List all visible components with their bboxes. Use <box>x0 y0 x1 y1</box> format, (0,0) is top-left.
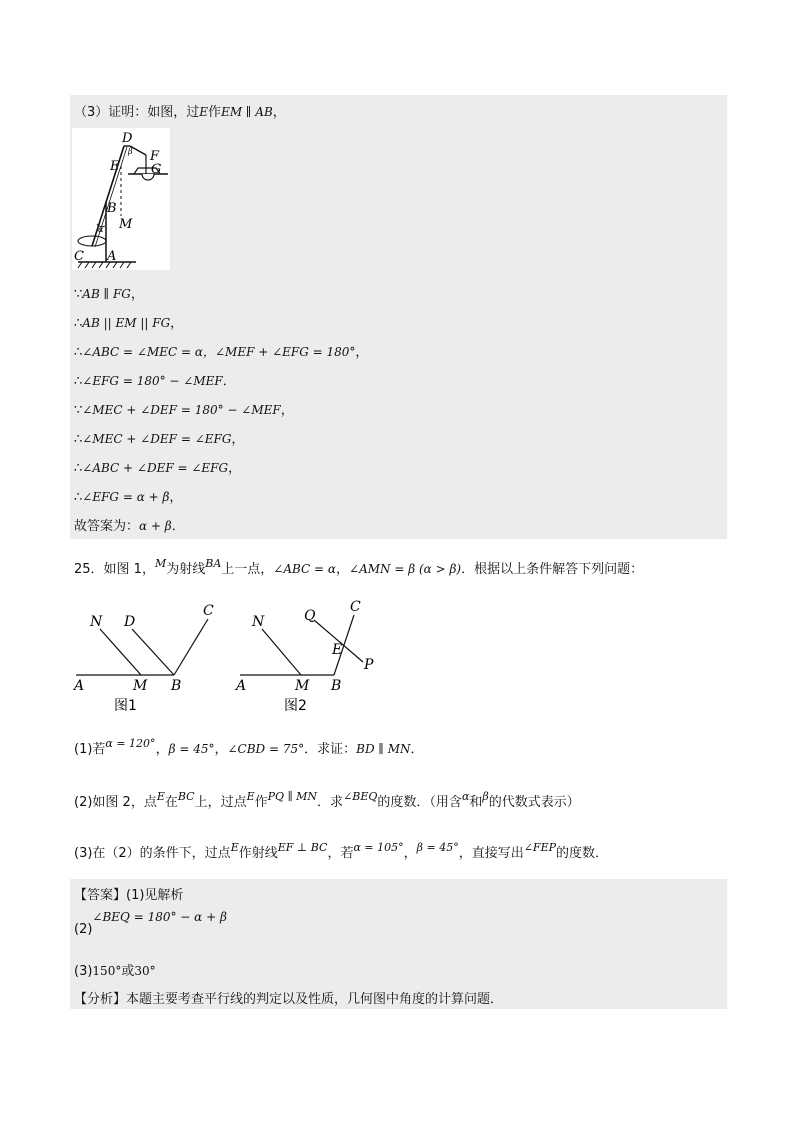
proof-line-3: ∴∠ABC = ∠MEC = α，∠MEF + ∠EFG = 180°， <box>74 345 369 360</box>
label-G: G <box>151 162 162 177</box>
proof-line-8: ∴∠EFG = α + β， <box>74 490 183 505</box>
subquestion-2: (2)如图 2，点$^E$在$^{BC}$上，过点$^E$作$^{PQ \parallel MN}$．求$^{\angle BEQ}$的度数．（用含$^\alpha$和$^\beta$的代数式表示） <box>74 790 580 810</box>
subquestion-1: (1)若$^{\alpha = 120^\circ}$，β = 45°，∠CBD = 75°．求证：BD ∥ MN． <box>74 737 424 757</box>
label-beta: β <box>128 147 133 156</box>
label-M: M <box>119 217 133 232</box>
fig2-label-B: B <box>331 678 342 694</box>
fig2-label-M: M <box>295 678 310 694</box>
proof-answer: 故答案为：α + β． <box>74 519 185 534</box>
fig1-label-B: B <box>171 678 182 694</box>
subquestion-3: (3)在（2）的条件下，过点$^E$作射线$^{EF \perp BC}$，若$^{\alpha = 105^\circ}$，$^{\beta = 45^\circ}$，直接写出$^{\angle FEP}$的度数． <box>74 841 609 861</box>
proof-line-2: ∴AB || EM || FG， <box>74 316 184 331</box>
proof-line-1: ∵AB ∥ FG， <box>74 287 144 302</box>
fig1-label-C: C <box>203 603 214 619</box>
fig2-label-E: E <box>332 642 343 658</box>
answer-label: 【答案】(1)见解析 <box>74 888 184 903</box>
fig2-label-A: A <box>236 678 247 694</box>
fig1-caption: 图1 <box>114 698 137 714</box>
label-E: E <box>110 159 120 174</box>
proof-intro: （3）证明：如图，过E作EM ∥ AB， <box>74 105 286 120</box>
fig1-label-M: M <box>133 678 148 694</box>
fig1-label-D: D <box>124 614 136 630</box>
question-25-stem: 25．如图 1，$^M$为射线$^{BA}$上一点，∠ABC = α，∠AMN = β (α > β)．根据以上条件解答下列问题： <box>74 557 644 577</box>
label-A: A <box>107 249 117 264</box>
fig1-label-A: A <box>74 678 85 694</box>
label-B: B <box>107 201 117 216</box>
proof-line-7: ∴∠ABC + ∠DEF = ∠EFG， <box>74 461 242 476</box>
fig2-label-N: N <box>252 614 265 630</box>
figures-1-2 <box>70 595 390 720</box>
analysis-text: 【分析】本题主要考查平行线的判定以及性质，几何图中角度的计算问题． <box>74 992 504 1007</box>
proof-line-6: ∴∠MEC + ∠DEF = ∠EFG， <box>74 432 245 447</box>
label-C: C <box>74 249 84 264</box>
label-alpha: α <box>98 225 104 234</box>
lamp-figure <box>72 128 170 270</box>
fig2-caption: 图2 <box>284 698 307 714</box>
fig2-label-C: C <box>350 599 361 615</box>
fig2-label-P: P <box>364 657 374 673</box>
proof-line-5: ∵∠MEC + ∠DEF = 180° − ∠MEF， <box>74 403 294 418</box>
fig1-label-N: N <box>90 614 103 630</box>
proof-line-4: ∴∠EFG = 180° − ∠MEF． <box>74 374 236 389</box>
label-D: D <box>122 131 133 146</box>
fig2-label-Q: Q <box>304 608 316 624</box>
label-F: F <box>150 149 160 164</box>
answer-2: (2)∠BEQ = 180° − α + β <box>74 910 227 937</box>
answer-3: (3)150°或30° <box>74 964 156 979</box>
